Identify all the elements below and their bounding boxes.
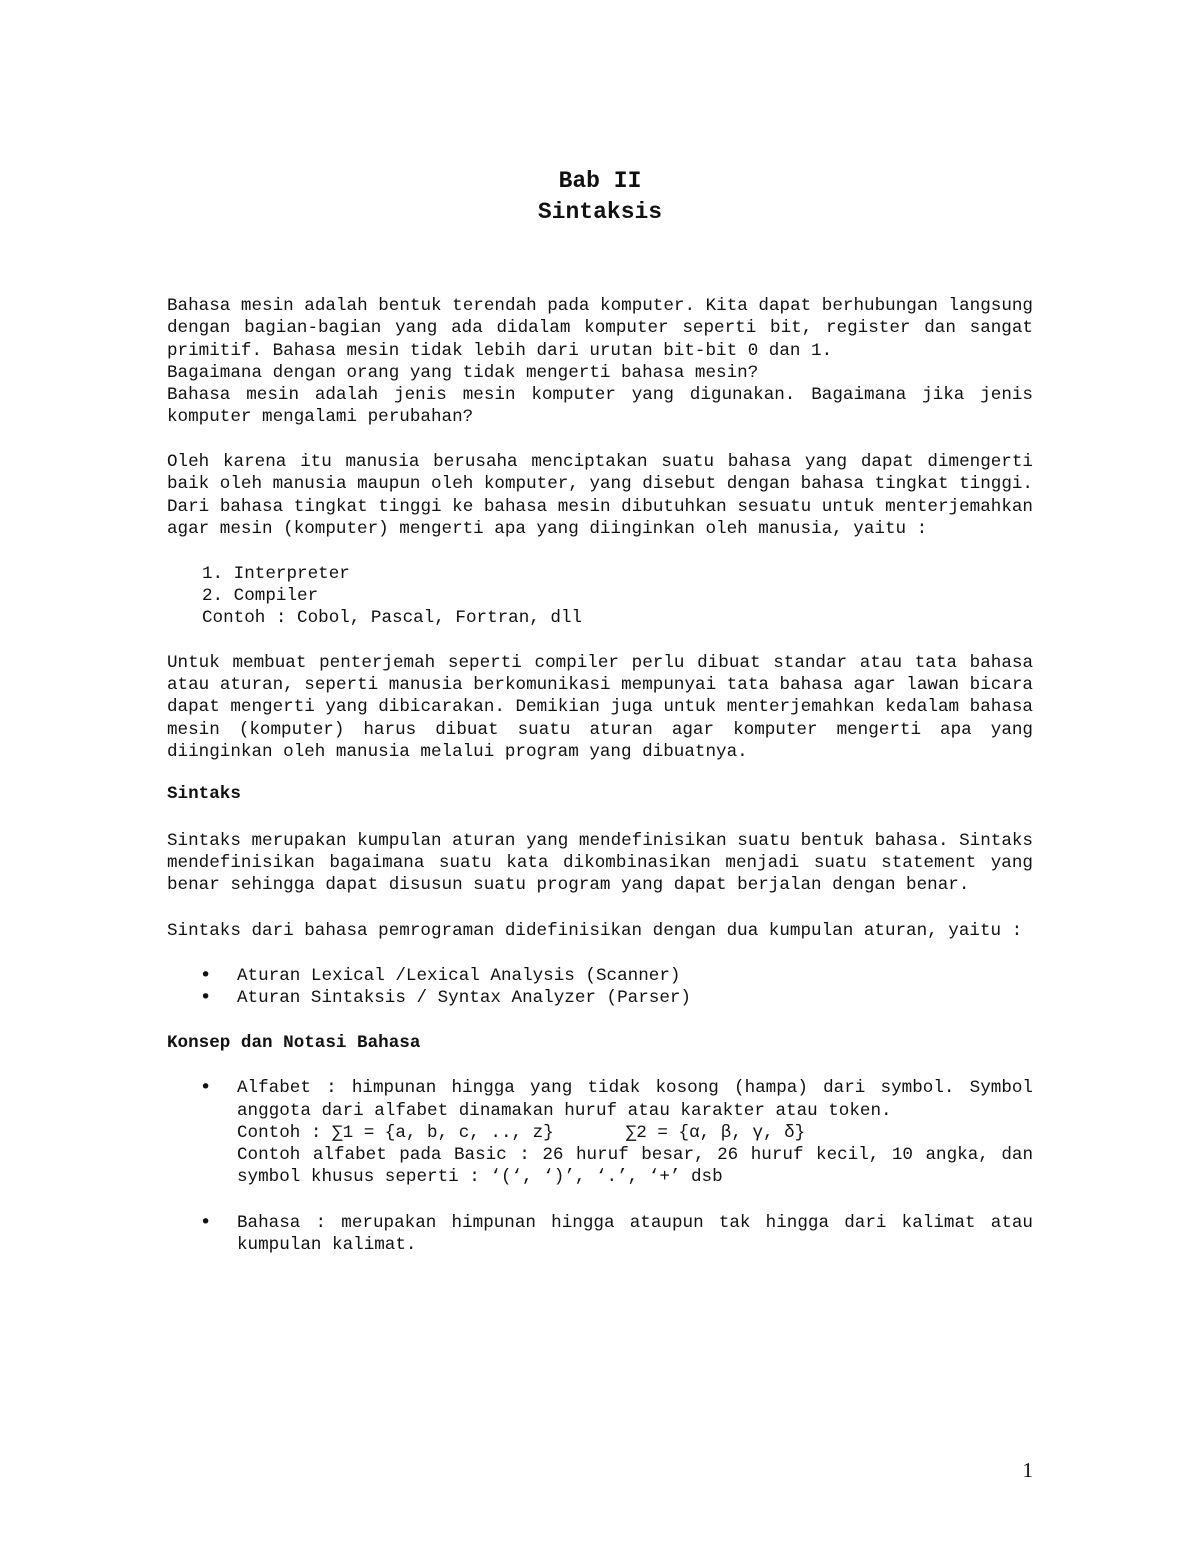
section-heading-konsep: Konsep dan Notasi Bahasa [167,1032,421,1053]
chapter-number: Bab II [558,168,642,194]
list-item: 2. Compiler [202,585,319,606]
list-item-alfabet [167,1077,1033,1188]
document-body [167,295,1033,1256]
list-item: 1. Interpreter [202,563,350,584]
intro-paragraph-4: Untuk membuat penterjemah seperti compiler perlu dibuat standar atau tata bahasa atau aturan, seperti manusia berkomunikasi mempunyai tata bahasa agar lawan bicara dapat mengerti yang dibicarakan. Demikian juga untuk menterjemahkan kedalam bahasa mesin (komputer) harus dibuat suatu aturan agar komputer mengerti apa yang diinginkan oleh manusia melalui program yang dibuatnya. [167,652,1033,762]
intro-paragraph-1: Bahasa mesin adalah bentuk terendah pada komputer. Kita dapat berhubungan langsung dengan bagian-bagian yang ada didalam komputer seperti bit, register dan sangat primitif. Bahasa mesin tidak lebih dari urutan bit-bit 0 dan 1. [167,296,1033,361]
language-example: Contoh : Cobol, Pascal, Fortran, dll [202,608,583,629]
alfabet-example-line [237,1122,1033,1144]
alfabet-example-2: ∑2 = {α, β, γ, δ} [625,1122,806,1143]
chapter-name: Sintaksis [537,199,663,225]
page-number: 1 [1022,1458,1033,1482]
list-item-bahasa [167,1212,1033,1257]
translator-list [167,563,1033,608]
list-item: • Aturan Lexical /Lexical Analysis (Scanner) [167,965,1033,987]
intro-paragraph-3: Oleh karena itu manusia berusaha menciptakan suatu bahasa yang dapat dimengerti baik oleh manusia maupun oleh komputer, yang disebut dengan bahasa tingkat tinggi. Dari bahasa tingkat tinggi ke bahasa mesin dibutuhkan sesuatu untuk menterjemahkan agar mesin (komputer) mengerti apa yang diinginkan oleh manusia, yaitu : [167,452,1033,539]
sintaks-paragraph-1: Sintaks merupakan kumpulan aturan yang mendefinisikan suatu bentuk bahasa. Sintaks mendefinisikan bagaimana suatu kata dikombinasikan menjadi suatu statement yang benar sehingga dapat disusun suatu program yang dapat berjalan dengan benar. [167,830,1033,896]
alfabet-example-1: Contoh : ∑1 = {a, b, c, .., z} [237,1122,554,1143]
bahasa-definition: • Bahasa : merupakan himpunan hingga ataupun tak hingga dari kalimat atau kumpulan kalimat. [237,1212,1033,1255]
chapter-title [0,166,1200,228]
sintaks-paragraph-2: Sintaks dari bahasa pemrograman didefinisikan dengan dua kumpulan aturan, yaitu : [167,921,1023,942]
intro-paragraph-2: Bahasa mesin adalah jenis mesin komputer yang digunakan. Bagaimana jika jenis komputer mengalami perubahan? [167,385,1033,428]
section-heading-sintaks: Sintaks [167,784,241,805]
list-item: • Aturan Sintaksis / Syntax Analyzer (Parser) [167,987,1033,1009]
alfabet-definition: • Alfabet : himpunan hingga yang tidak kosong (hampa) dari symbol. Symbol anggota dari alfabet dinamakan huruf atau karakter atau token. [237,1078,1033,1121]
alfabet-basic-example: Contoh alfabet pada Basic : 26 huruf besar, 26 huruf kecil, 10 angka, dan symbol khusus seperti : ‘(‘, ‘)’, ‘.’, ‘+’ dsb [237,1145,1033,1188]
concept-list [167,1077,1033,1256]
intro-question: Bagaimana dengan orang yang tidak mengerti bahasa mesin? [167,362,759,383]
rules-list [167,965,1033,1010]
